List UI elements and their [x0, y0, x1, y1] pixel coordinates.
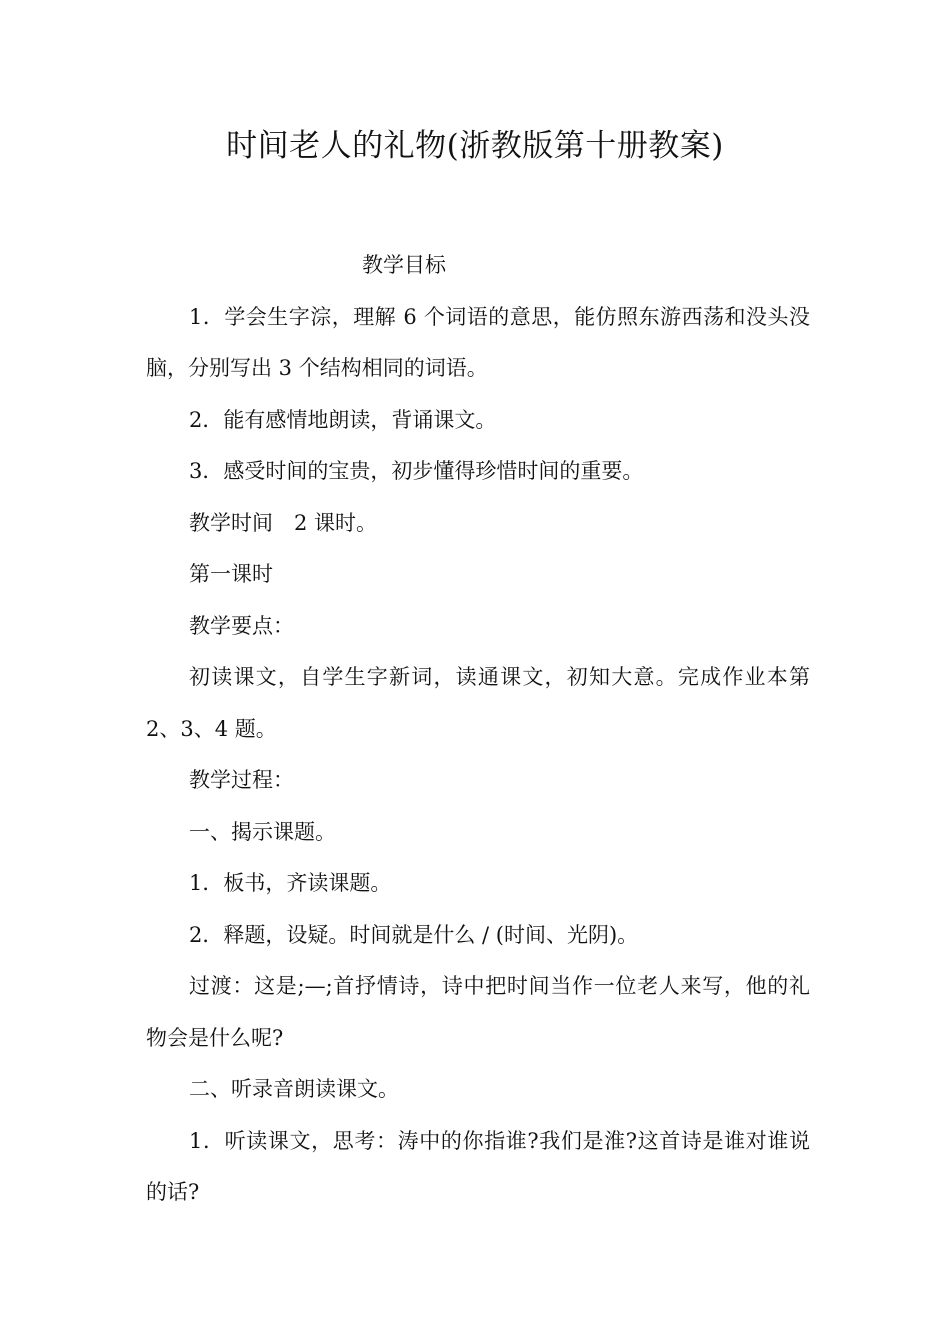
- paragraph-teaching-time: 教学时间 2 课时。: [189, 510, 378, 535]
- paragraph-goal-2: 2．能有感情地朗读，背诵课文。: [189, 407, 497, 432]
- paragraph-key-points-heading: 教学要点：: [189, 613, 294, 638]
- paragraph-step-1: 一、揭示课题。: [189, 819, 336, 844]
- paragraph-step-1-1: 1．板书，齐读课题。: [189, 871, 392, 895]
- document-body: [146, 240, 817, 1219]
- paragraph-key-points: 初读课文，自学生字新词，读通课文，初知大意。完成作业本第 2、3、4 题。: [146, 665, 817, 741]
- paragraph-process-heading: 教学过程：: [189, 768, 294, 792]
- paragraph-step-1-2: 2．释题，设疑。时间就是什么 / (时间、光阴)。: [189, 922, 639, 947]
- section-heading-teaching-goals: 教学目标: [362, 253, 446, 277]
- paragraph-step-2: 二、听录音朗读课文。: [189, 1077, 399, 1101]
- paragraph-goal-3: 3．感受时间的宝贵，初步懂得珍惜时间的重要。: [189, 459, 644, 483]
- paragraph-first-lesson: 第一课时: [189, 562, 273, 586]
- paragraph-transition: 过渡：这是;—;首抒情诗，诗中把时间当作一位老人来写，他的礼物会是什么呢?: [146, 974, 810, 1050]
- paragraph-step-2-1: 1．听读课文，思考：涛中的你指谁?我们是淮?这首诗是谁对谁说的话?: [146, 1128, 810, 1204]
- paragraph-goal-1: 1．学会生字淙，理解 6 个词语的意思，能仿照东游西荡和没头没脑，分别写出 3 个结构相同的词语。: [146, 304, 810, 380]
- document-title: 时间老人的礼物(浙教版第十册教案): [226, 128, 724, 164]
